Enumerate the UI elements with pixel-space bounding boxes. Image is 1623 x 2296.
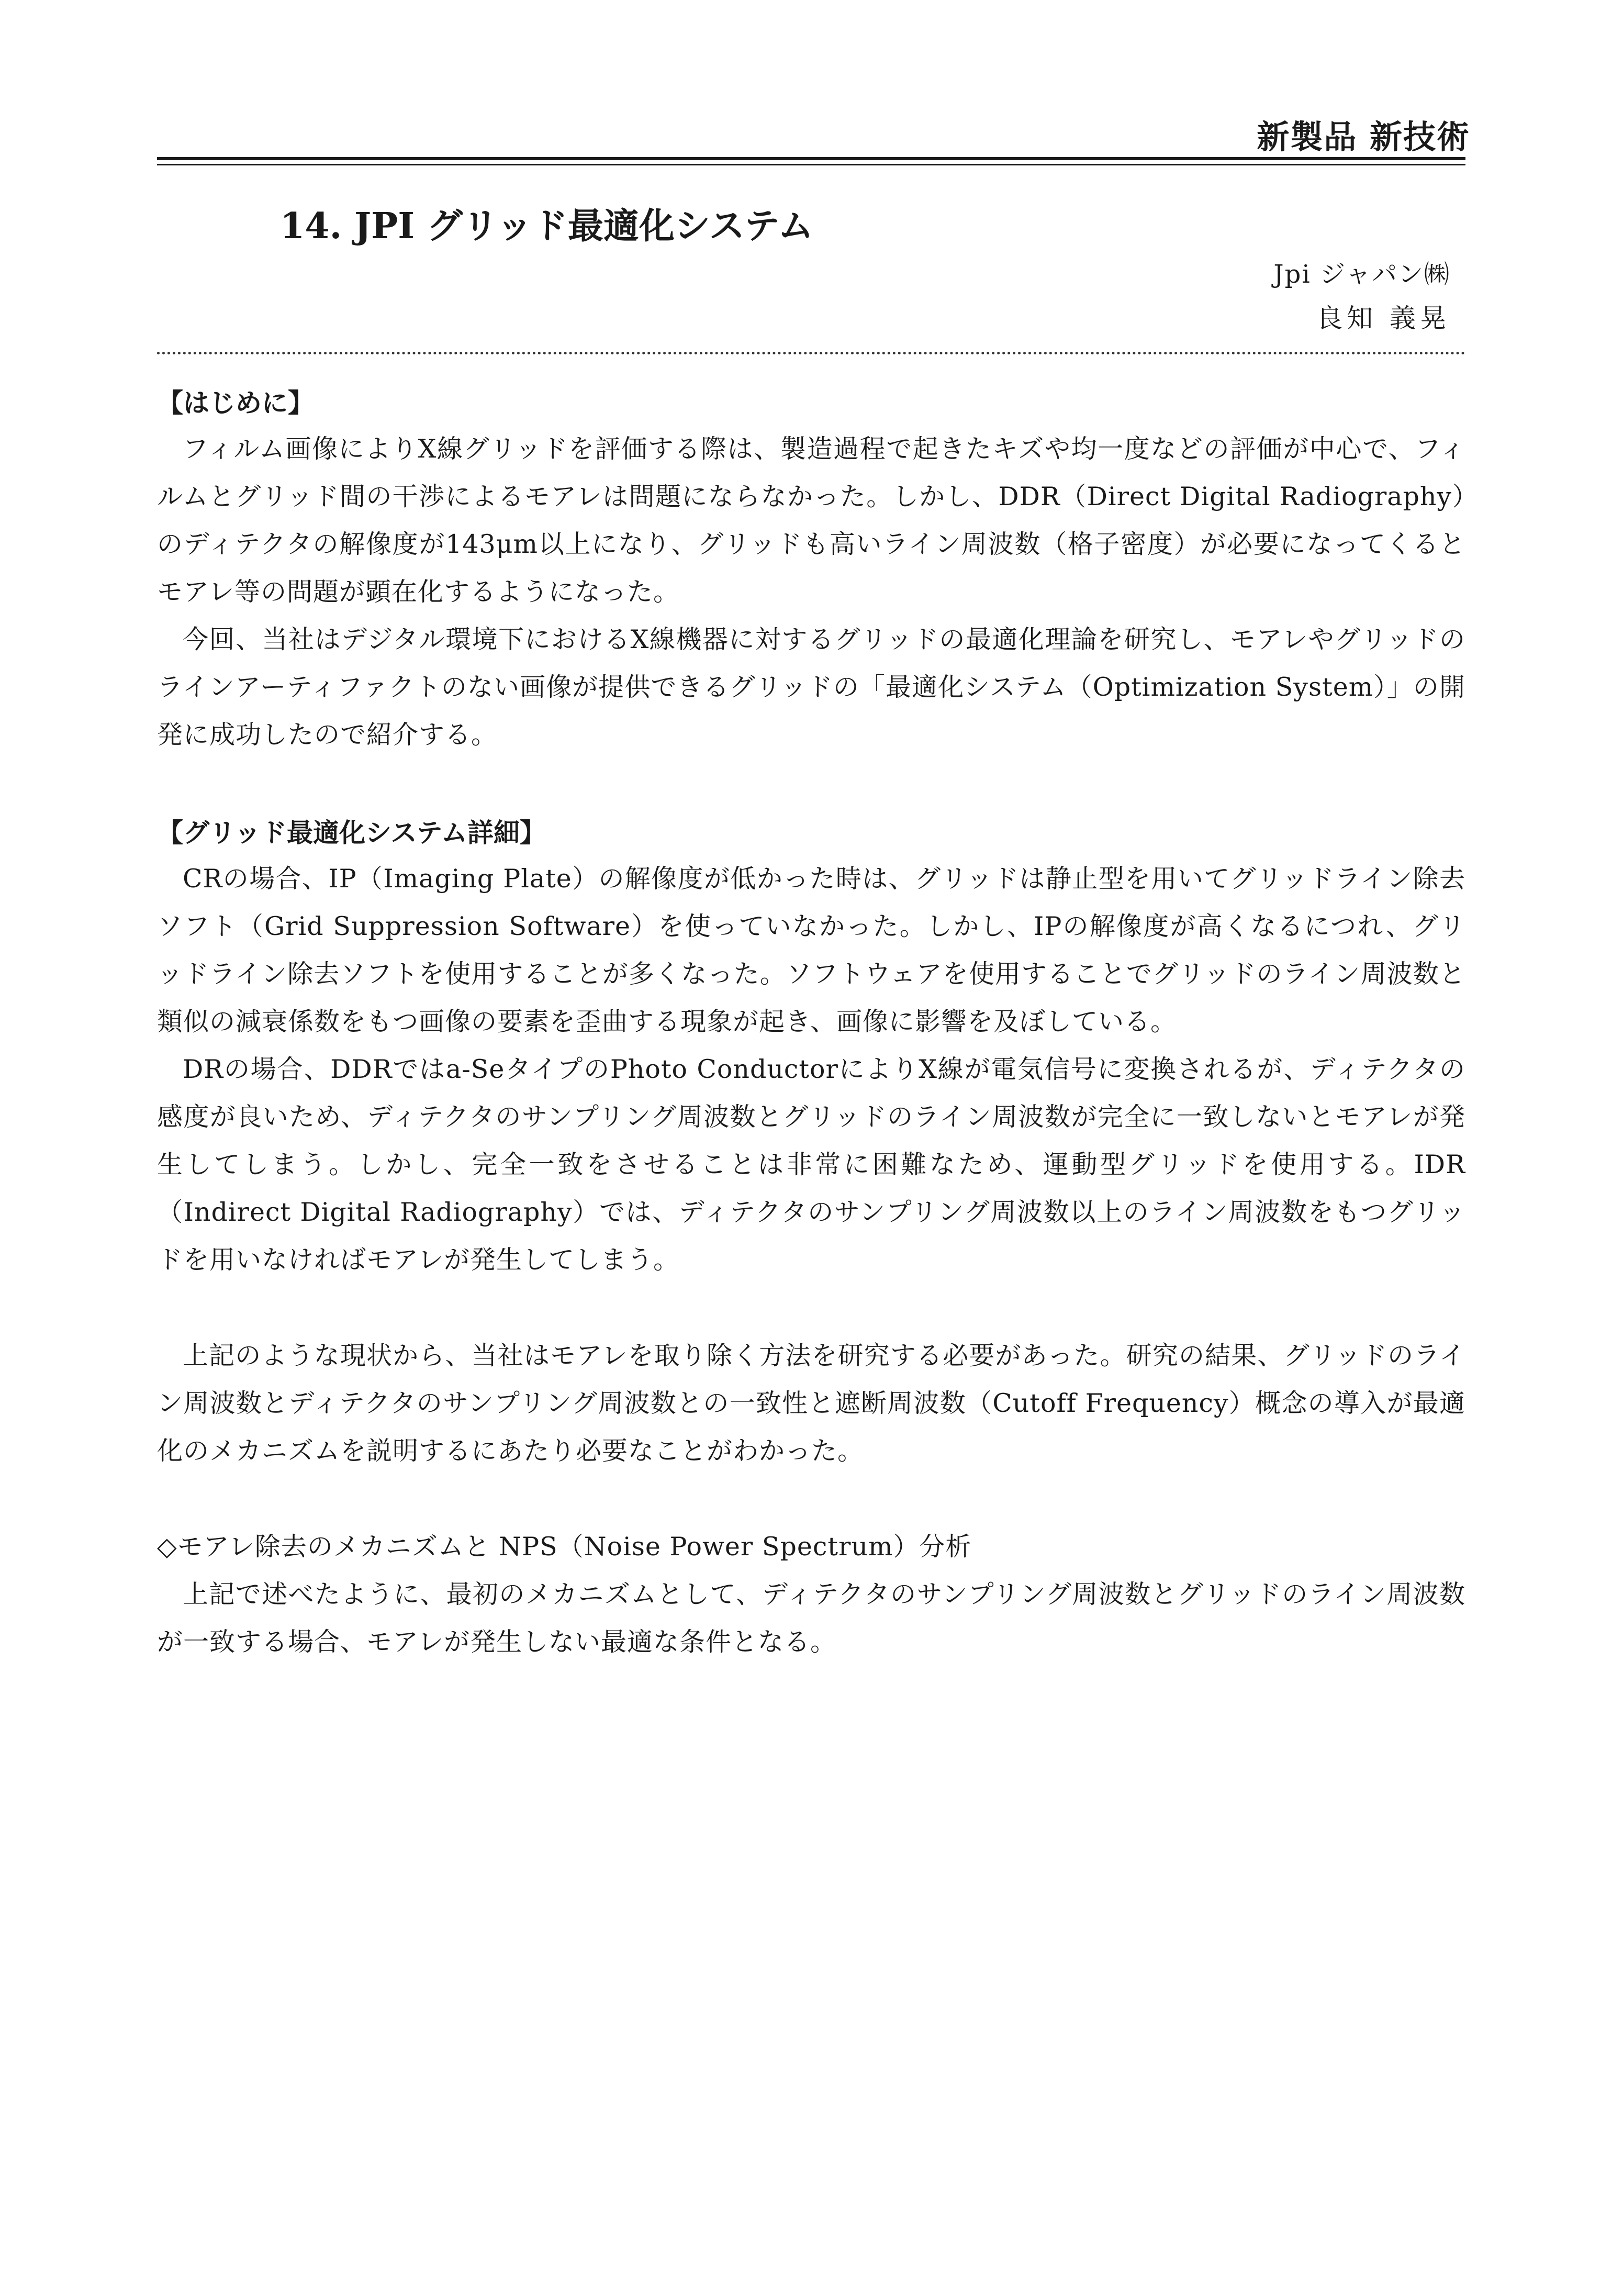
author-name: 良知 義晃: [1316, 303, 1450, 333]
paragraph: 上記のような現状から、当社はモアレを取り除く方法を研究する必要があった。研究の結果、グリッドのライン周波数とディテクタのサンプリング周波数との一致性と遮断周波数（Cutoff Frequency）概念の導入が最適化のメカニズムを説明するにあたり必要なことがわかった。: [157, 1341, 1465, 1466]
paragraph-spacer: [157, 1284, 1465, 1332]
header-rule-thin: [157, 164, 1465, 165]
subsection-heading-nps: ◇モアレ除去のメカニズムと NPS（Noise Power Spectrum）分析: [157, 1532, 972, 1562]
author-affiliation: Jpi ジャパン㈱: [1273, 260, 1450, 289]
section-heading-intro: 【はじめに】: [157, 388, 314, 418]
paragraph-spacer: [157, 1475, 1465, 1523]
article-title: 14. JPI グリッド最適化システム: [280, 205, 814, 247]
paragraph: DRの場合、DDRではa-SeタイプのPhoto ConductorによりX線が電気信号に変換されるが、ディテクタの感度が良いため、ディテクタのサンプリング周波数とグリッドのライン周波数が完全に一致しないとモアレが発生してしまう。しかし、完全一致をさせることは非常に困難なため、運動型グリッドを使用する。IDR（Indirect Digital Radiography）では、ディテクタのサンプリング周波数以上のライン周波数をもつグリッドを用いなければモアレが発生してしまう。: [157, 1054, 1465, 1275]
section-spacer: [157, 759, 1465, 811]
paragraph: 今回、当社はデジタル環境下におけるX線機器に対するグリッドの最適化理論を研究し、モアレやグリッドのラインアーティファクトのない画像が提供できるグリッドの「最適化システム（Optimization System）」の開発に成功したので紹介する。: [157, 625, 1465, 750]
paragraph: 上記で述べたように、最初のメカニズムとして、ディテクタのサンプリング周波数とグリッドのライン周波数が一致する場合、モアレが発生しない最適な条件となる。: [157, 1579, 1465, 1657]
section-heading-detail: 【グリッド最適化システム詳細】: [157, 818, 546, 848]
section-label: 新製品 新技術: [1257, 118, 1470, 156]
title-divider: [157, 352, 1465, 354]
header-rule-thick: [157, 157, 1465, 160]
paragraph: CRの場合、IP（Imaging Plate）の解像度が低かった時は、グリッドは静止型を用いてグリッドライン除去ソフト（Grid Suppression Software）を使っていなかった。しかし、IPの解像度が高くなるにつれ、グリッドライン除去ソフトを使用することが多くなった。ソフトウェアを使用することでグリッドのライン周波数と類似の減衰係数をもつ画像の要素を歪曲する現象が起き、画像に影響を及ぼしている。: [157, 864, 1466, 1036]
paragraph: フィルム画像によりX線グリッドを評価する際は、製造過程で起きたキズや均一度などの評価が中心で、フィルムとグリッド間の干渉によるモアレは問題にならなかった。しかし、DDR（Direct Digital Radiography）のディテクタの解像度が143μm以上になり、グリッドも高いライン周波数（格子密度）が必要になってくるとモアレ等の問題が顕在化するようになった。: [157, 434, 1465, 607]
article-body: [157, 381, 1465, 1666]
